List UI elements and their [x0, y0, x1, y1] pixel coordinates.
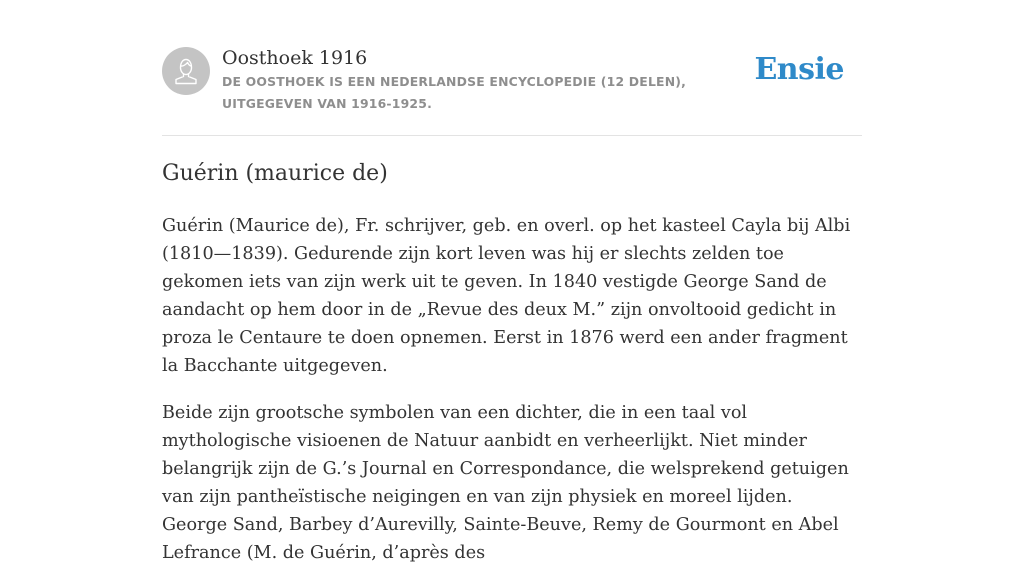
entry-paragraph: Guérin (Maurice de), Fr. schrijver, geb. en overl. op het kasteel Cayla bij Albi (1810—1839). Gedurende zijn kort leven was hij er slechts zelden toe gekomen iets van zijn werk uit te geven. In 1840 vestigde George Sand de aandacht op hem door in de „Revue des deux M.” zijn onvoltooid gedicht in proza le Centaure te doen opnemen. Eerst in 1876 werd een ander fragment la Bacchante uitgegeven. [162, 216, 851, 376]
header-divider [162, 135, 862, 136]
page [162, 0, 862, 563]
entry-title: Guérin (maurice de) [162, 161, 388, 186]
entry-content [162, 212, 862, 586]
source-description: DE OOSTHOEK IS EEN NEDERLANDSE ENCYCLOPEDIE (12 DELEN), UITGEGEVEN VAN 1916-1925. [222, 74, 687, 111]
user-icon [162, 47, 210, 95]
entry-paragraph: Beide zijn grootsche symbolen van een dichter, die in een taal vol mythologische visioenen de Natuur aanbidt en verheerlijkt. Niet minder belangrijk zijn de G.’s Journal en Correspondance, die welsprekend getuigen van zijn pantheïstische neigingen en van zijn physiek en moreel lijden. George Sand, Barbey d’Aurevilly, Sainte-Beuve, Remy de Gourmont en Abel Lefrance (M. de Guérin, d’après des [162, 403, 849, 563]
source-header [162, 46, 862, 116]
ensie-logo[interactable]: Ensie [754, 52, 844, 87]
source-name-link[interactable]: Oosthoek 1916 [222, 47, 368, 69]
source-avatar[interactable] [162, 47, 210, 95]
